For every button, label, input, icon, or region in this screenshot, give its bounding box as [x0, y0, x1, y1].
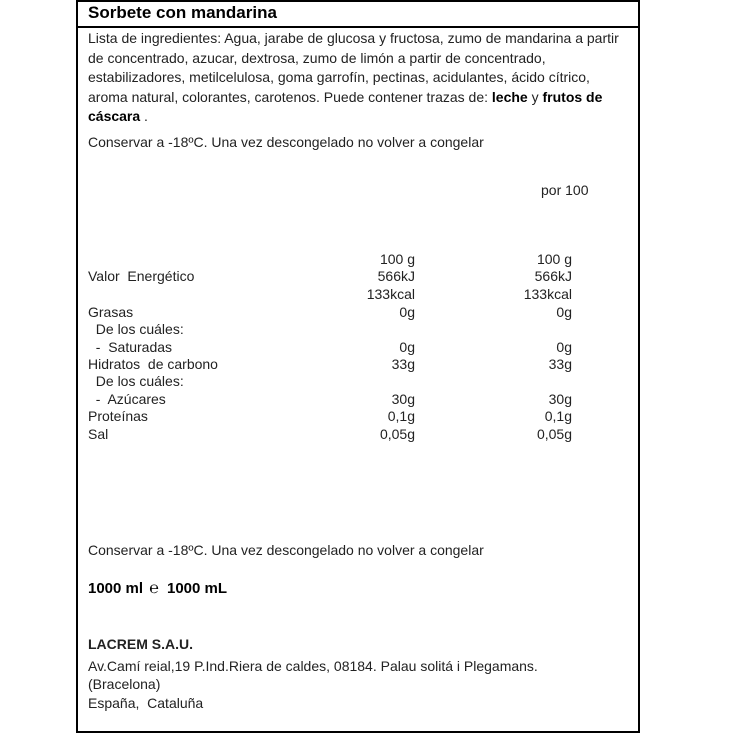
- per-100-label: por 100: [541, 182, 589, 198]
- row-label-of-which-carbs: De los cuáles:: [88, 373, 184, 389]
- row-saturated-2: 0g: [556, 339, 572, 355]
- volume-line: [88, 580, 227, 598]
- row-label-salt: Sal: [88, 426, 109, 442]
- company-address-line-1: Av.Camí reial,19 P.Ind.Riera de caldes, 08184. Palau solitá i Plegamans.: [88, 658, 538, 674]
- row-carbs-2: 33g: [548, 356, 572, 372]
- title-divider: [76, 26, 640, 28]
- row-carbs-1: 33g: [391, 356, 415, 372]
- row-label-energy: Valor Energético: [88, 268, 195, 284]
- row-label-sugars: - Azúcares: [88, 391, 166, 407]
- allergen-frutos: frutos de cáscara: [88, 88, 603, 124]
- row-fat-1: 0g: [399, 304, 415, 320]
- company-name: LACREM S.A.U.: [88, 636, 193, 652]
- storage-instructions-top: Conservar a -18ºC. Una vez descongelado no volver a congelar: [88, 134, 484, 150]
- storage-instructions-bottom: Conservar a -18ºC. Una vez descongelado no volver a congelar: [88, 542, 484, 558]
- column-header-1: 100 g: [379, 251, 415, 267]
- company-address-line-3: España, Cataluña: [88, 695, 204, 711]
- ingredients-list: [88, 29, 633, 127]
- row-sugars-2: 30g: [548, 391, 572, 407]
- row-fat-2: 0g: [556, 304, 572, 320]
- row-sugars-1: 30g: [391, 391, 415, 407]
- row-energy-kj-2: 566kJ: [534, 268, 572, 284]
- row-salt-1: 0,05g: [379, 426, 415, 442]
- column-header-2: 100 g: [536, 251, 572, 267]
- row-label-carbs: Hidratos de carbono: [88, 356, 218, 372]
- estimated-sign-icon: ℮: [149, 580, 159, 597]
- row-energy-kcal-2: 133kcal: [523, 286, 572, 302]
- volume-ml-upper: 1000 mL: [167, 580, 228, 597]
- row-energy-kcal-1: 133kcal: [366, 286, 415, 302]
- row-label-saturated: - Saturadas: [88, 339, 173, 355]
- product-title: Sorbete con mandarina: [88, 3, 277, 22]
- volume-ml: 1000 ml: [88, 580, 144, 597]
- allergen-connector: y: [527, 88, 543, 105]
- row-label-protein: Proteínas: [88, 408, 148, 424]
- row-salt-2: 0,05g: [536, 426, 572, 442]
- ingredients-end: .: [140, 108, 148, 124]
- row-label-fat: Grasas: [88, 304, 134, 320]
- row-protein-2: 0,1g: [544, 408, 572, 424]
- ingredients-text: Lista de ingredientes: Agua, jarabe de glucosa y fructosa, zumo de mandarina a partir de concentrado, azucar, dextrosa, zumo de limón a partir de concentrado, estabilizadores, metilcelulosa, goma garrofín, pectinas, acidulantes, ácido cítrico, aroma natural, colorantes, carotenos. Puede contener trazas de:: [88, 30, 619, 105]
- row-protein-1: 0,1g: [387, 408, 415, 424]
- row-saturated-1: 0g: [399, 339, 415, 355]
- company-address-line-2: (Bracelona): [88, 676, 161, 692]
- allergen-leche: leche: [491, 88, 528, 105]
- row-label-of-which-fat: De los cuáles:: [88, 321, 184, 337]
- row-energy-kj-1: 566kJ: [377, 268, 415, 284]
